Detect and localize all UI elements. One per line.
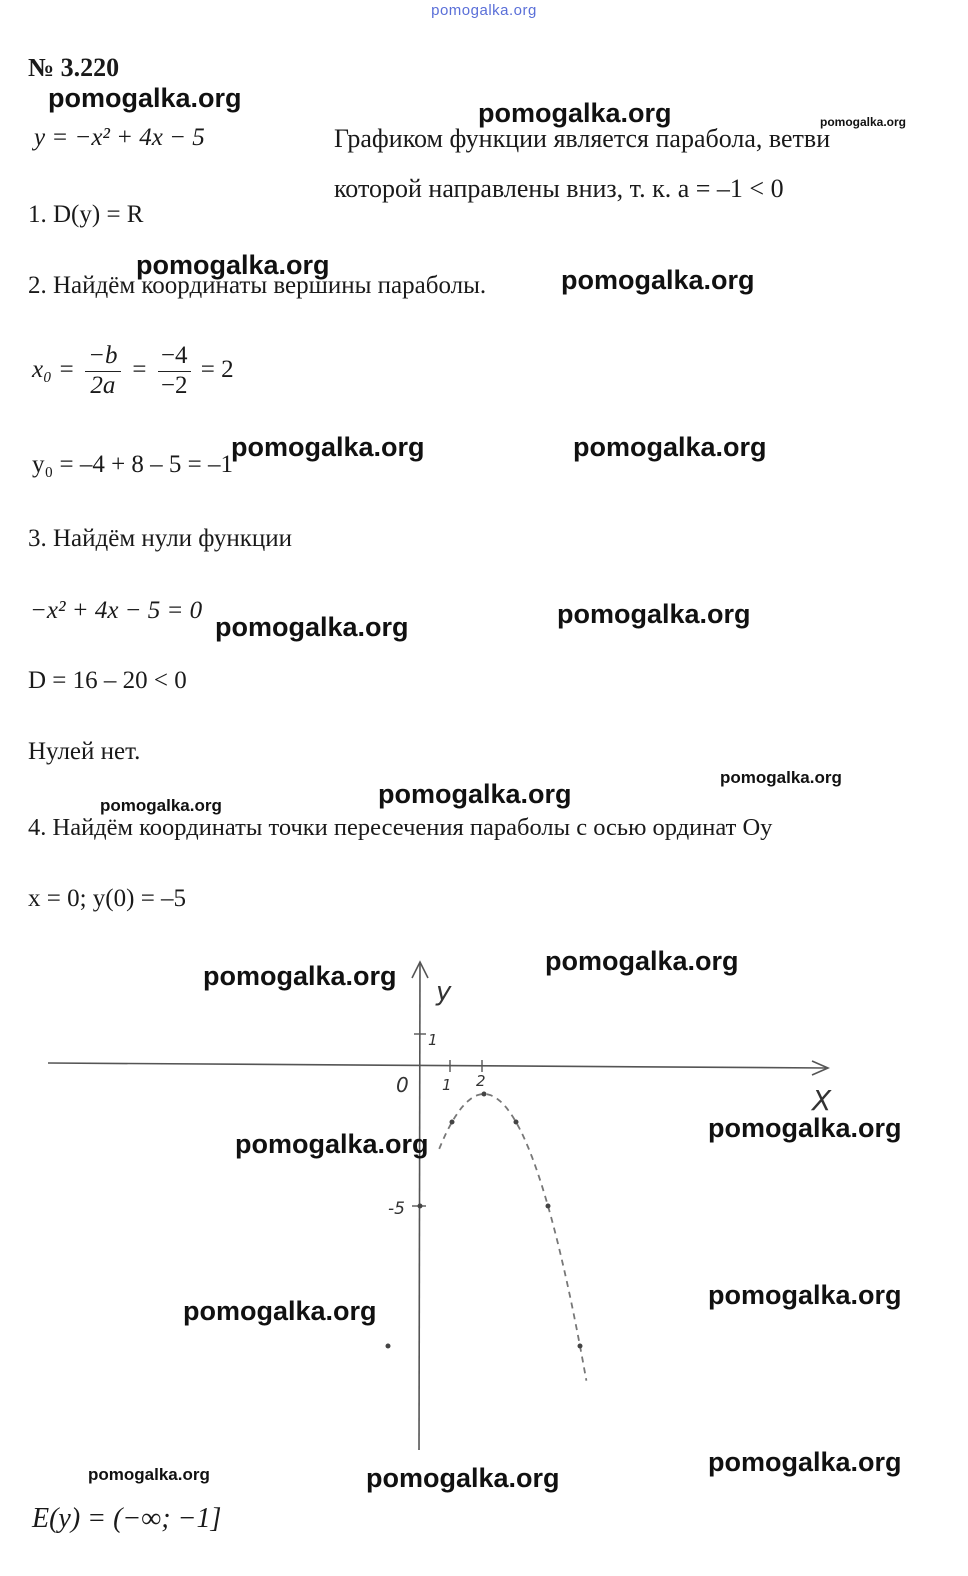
watermark: pomogalka.org xyxy=(561,265,755,295)
vertex-x-lhs: x₀ = xyxy=(32,355,75,383)
parabola-curve xyxy=(439,1094,586,1381)
x-tick-2-label: 2 xyxy=(476,1072,486,1090)
watermark: pomogalka.org xyxy=(366,1463,560,1493)
x-axis-label: X xyxy=(812,1084,832,1117)
fraction-numerator: −b xyxy=(85,342,120,372)
parabola-point xyxy=(546,1204,551,1209)
watermark: pomogalka.org xyxy=(557,599,751,629)
watermark: pomogalka.org xyxy=(203,961,397,991)
watermark: pomogalka.org xyxy=(183,1296,377,1326)
y-axis-label: y xyxy=(436,977,452,1007)
range-formula: E(y) = (−∞; −1] xyxy=(32,1503,222,1534)
top-watermark: pomogalka.org xyxy=(431,2,537,19)
description-line-1: Графиком функции является парабола, ветви xyxy=(334,124,831,153)
watermark: pomogalka.org xyxy=(215,612,409,642)
vertex-x-result: = 2 xyxy=(200,355,234,383)
intersection-step-title: 4. Найдём координаты точки пересечения параболы с осью ординат Oy xyxy=(28,814,773,841)
watermark: pomogalka.org xyxy=(231,432,425,462)
parabola-point xyxy=(418,1204,423,1209)
fraction-denominator: −2 xyxy=(160,371,188,399)
x-tick-1-label: 1 xyxy=(442,1076,452,1094)
watermark: pomogalka.org xyxy=(708,1447,902,1477)
zeros-step-title: 3. Найдём нули функции xyxy=(28,525,293,552)
parabola-point xyxy=(450,1120,455,1125)
parabola-point xyxy=(578,1344,583,1349)
watermark: pomogalka.org xyxy=(545,946,739,976)
origin-label: 0 xyxy=(396,1073,409,1097)
description-line-2: которой направлены вниз, т. к. a = –1 < 0 xyxy=(334,174,784,203)
intersection-values: x = 0; y(0) = –5 xyxy=(28,885,187,912)
watermark: pomogalka.org xyxy=(573,432,767,462)
parabola-point xyxy=(482,1092,487,1097)
watermark: pomogalka.org xyxy=(235,1129,429,1159)
watermark: pomogalka.org xyxy=(820,115,907,129)
vertex-y-formula: y₀ = –4 + 8 – 5 = –1 xyxy=(32,451,234,478)
watermark: pomogalka.org xyxy=(478,98,672,128)
parabola-point xyxy=(514,1120,519,1125)
x-axis xyxy=(48,1063,826,1068)
watermark: pomogalka.org xyxy=(708,1113,902,1143)
discriminant: D = 16 – 20 < 0 xyxy=(28,667,187,694)
equals-sign: = xyxy=(130,355,148,383)
watermark: pomogalka.org xyxy=(100,796,222,815)
no-zeros-text: Нулей нет. xyxy=(28,738,141,765)
fraction-numerator: −4 xyxy=(158,342,191,372)
y-tick-1-label: 1 xyxy=(428,1031,438,1049)
watermark: pomogalka.org xyxy=(720,768,842,787)
domain-step: 1. D(y) = R xyxy=(28,201,144,228)
parabola-point xyxy=(386,1344,391,1349)
watermark: pomogalka.org xyxy=(48,83,242,113)
vertex-step-title: 2. Найдём координаты вершины параболы. xyxy=(28,272,487,299)
fraction-denominator: 2a xyxy=(90,371,116,399)
watermark: pomogalka.org xyxy=(88,1465,210,1484)
watermark: pomogalka.org xyxy=(136,250,330,280)
watermark: pomogalka.org xyxy=(708,1280,902,1310)
watermark: pomogalka.org xyxy=(378,779,572,809)
y-tick-minus5-label: -5 xyxy=(388,1199,405,1219)
problem-number: № 3.220 xyxy=(28,53,120,82)
zeros-equation: −x² + 4x − 5 = 0 xyxy=(30,597,203,624)
function-formula: y = −x² + 4x − 5 xyxy=(34,124,205,151)
